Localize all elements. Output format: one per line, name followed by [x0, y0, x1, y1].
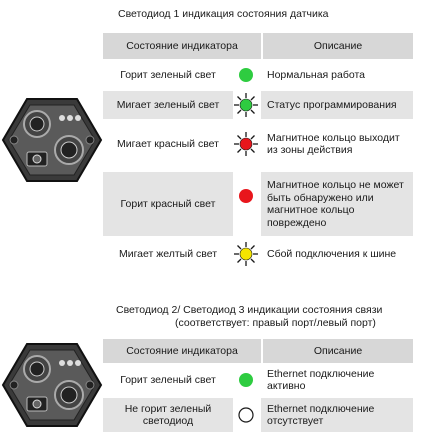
green-solid-led-icon	[236, 65, 256, 85]
sensor-connector-image	[1, 341, 103, 441]
table1-row-description: Нормальная работа	[267, 68, 365, 81]
section2-title-line1: Светодиод 2/ Светодиод 3 индикации состояния связи	[116, 304, 383, 316]
red-solid-led-icon	[236, 186, 256, 206]
red-blink-led-icon	[233, 131, 259, 157]
table1-row-description: Магнитное кольцо не может быть обнаружено или магнитное кольцо повреждено	[261, 172, 413, 236]
table2-row-description: Ethernet подключение активно	[267, 367, 375, 392]
table1-row-state: Горит красный свет	[103, 172, 233, 236]
led-off-icon	[236, 405, 256, 425]
table1-row-description: Статус программирования	[261, 91, 413, 119]
table2-header-description: Описание	[263, 339, 413, 363]
green-blink-led-icon	[233, 92, 259, 118]
yellow-blink-led-icon	[233, 241, 259, 267]
table1-row-state: Мигает зеленый свет	[103, 91, 233, 119]
table2-header-state: Состояние индикатора	[103, 339, 261, 363]
table2-row-state: Не горит зеленый светодиод	[103, 398, 233, 432]
section2-title-line2: (соответствует: правый порт/левый порт)	[175, 317, 376, 329]
table1-row-state: Горит зеленый свет	[120, 68, 216, 81]
table1-header-state: Состояние индикатора	[103, 33, 261, 59]
table1-row-state: Мигает желтый свет	[118, 247, 218, 260]
sensor-connector-image	[1, 96, 103, 184]
table1-row-state: Мигает красный свет	[117, 137, 219, 150]
table1-row-description: Магнитное кольцо выходит из зоны действия	[267, 131, 400, 156]
table1-header-description: Описание	[263, 33, 413, 59]
table1-row-description: Сбой подключения к шине	[267, 247, 397, 260]
table2-row-description: Ethernet подключение отсутствует	[261, 398, 413, 432]
section1-title: Светодиод 1 индикация состояния датчика	[118, 8, 329, 20]
table2-row-state: Горит зеленый свет	[120, 373, 216, 386]
green-solid-led-icon	[236, 370, 256, 390]
